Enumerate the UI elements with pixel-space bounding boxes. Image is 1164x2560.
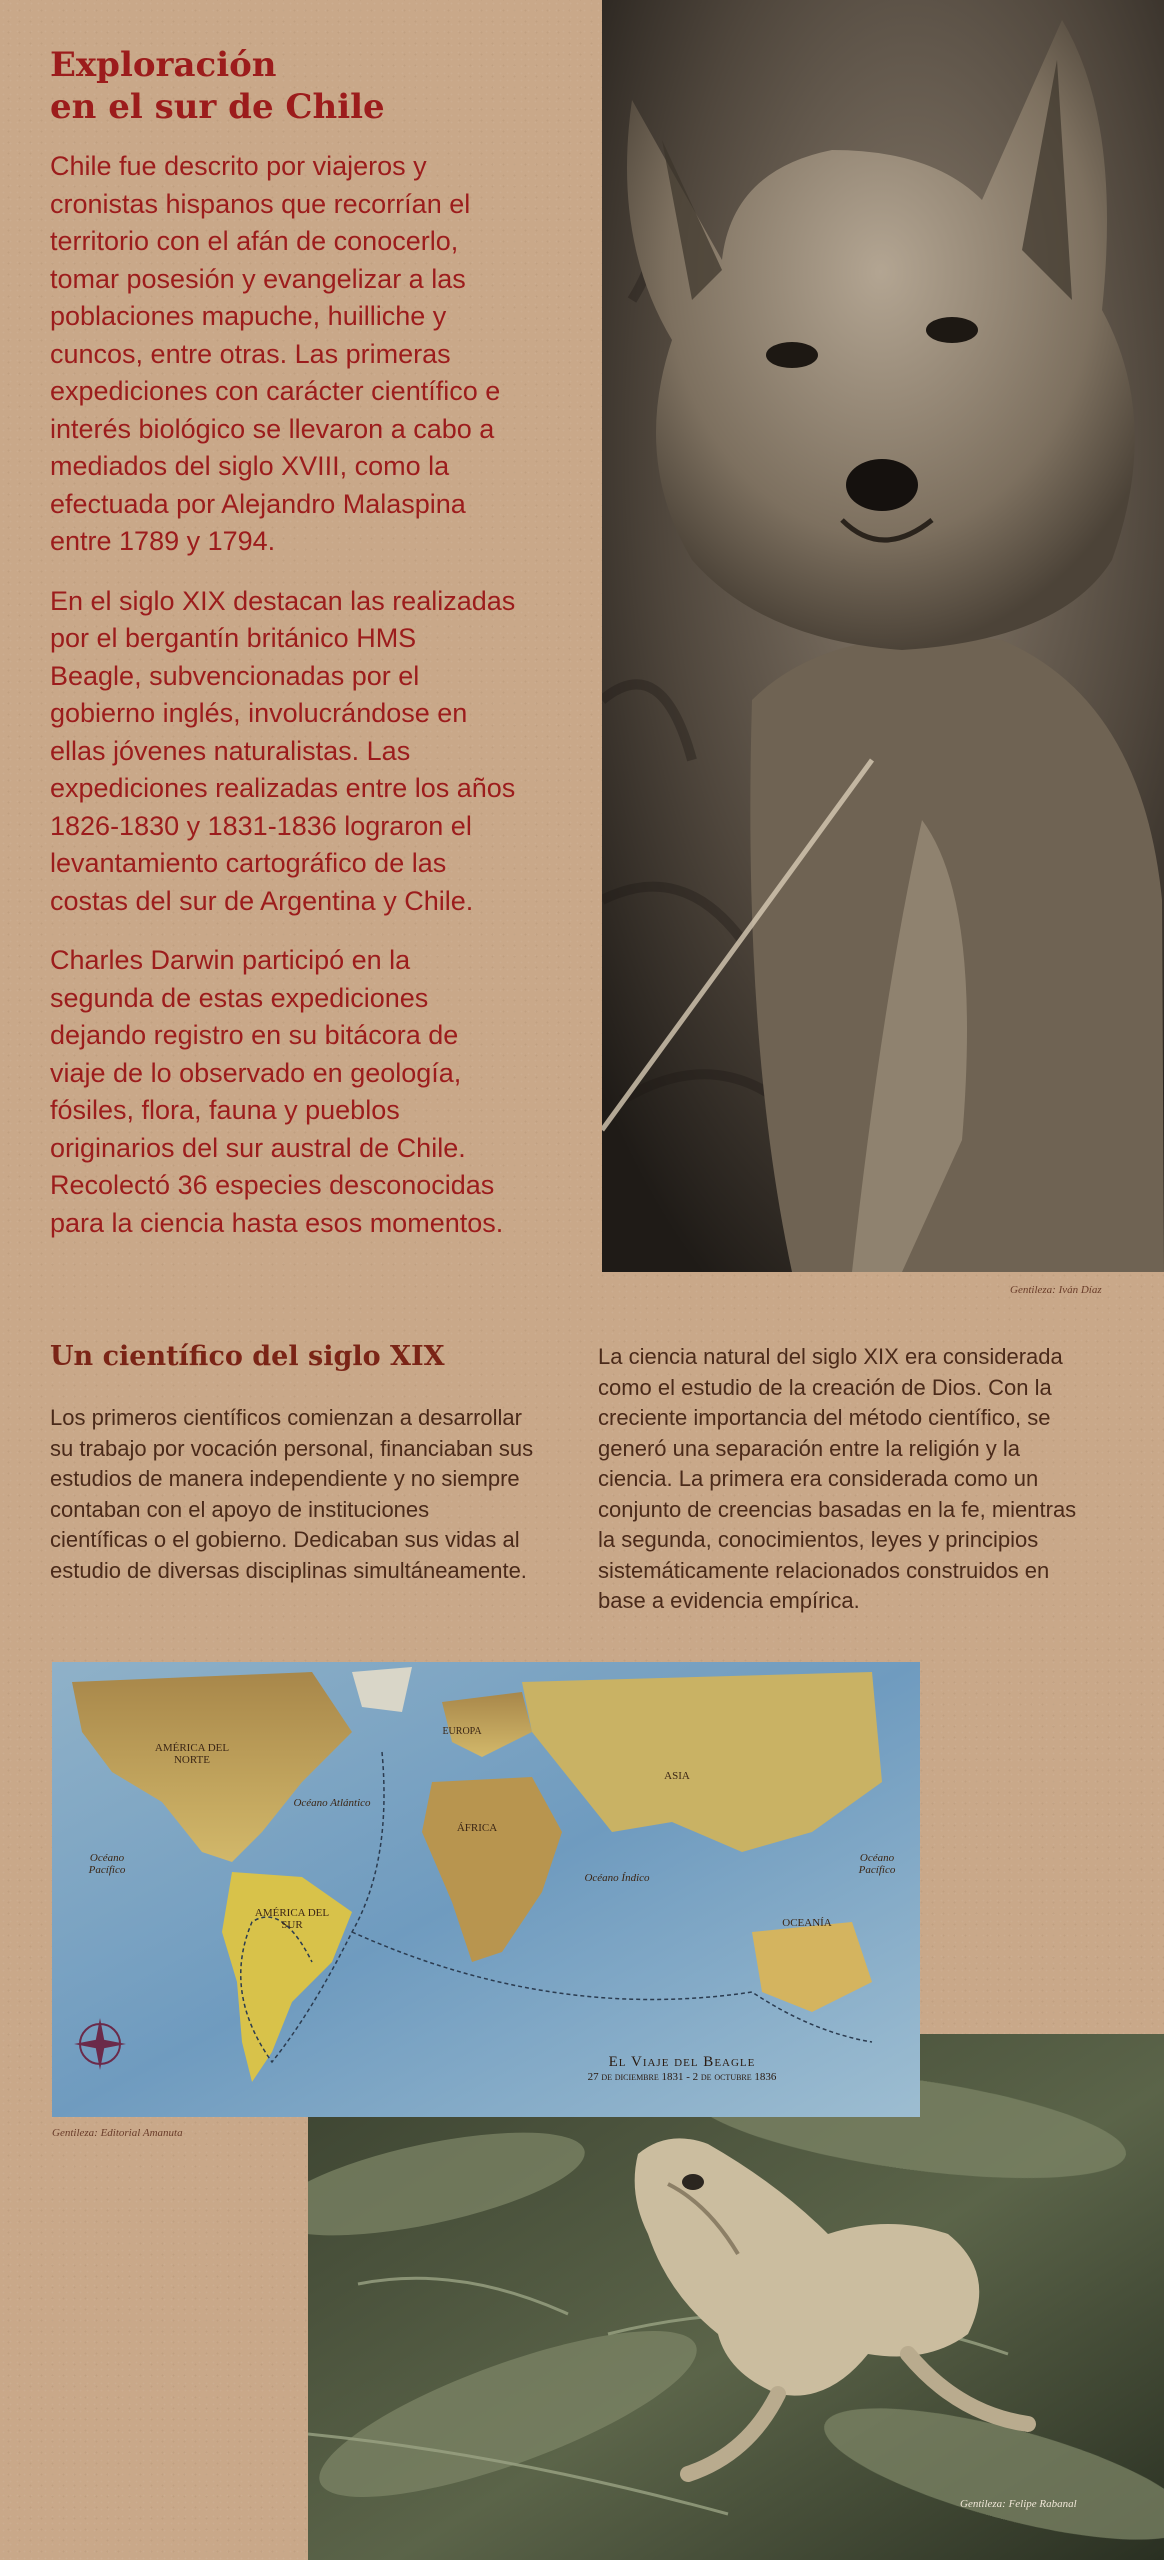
section2-right-text <box>598 1342 1128 1617</box>
text-line: poblaciones mapuche, huilliche y <box>50 301 447 331</box>
text-line: La ciencia natural del siglo XIX era considerada <box>598 1344 1063 1369</box>
map-label-oceania: OCEANÍA <box>782 1917 832 1929</box>
map-label-america-sur: AMÉRICA DEL SUR <box>254 1907 330 1932</box>
text-line: originarios del sur austral de Chile. <box>50 1132 466 1163</box>
text-line: contaban con el apoyo de instituciones <box>50 1496 430 1522</box>
fox-photo-credit: Gentileza: Iván Díaz <box>1010 1284 1102 1296</box>
text-line: 1826-1830 y 1831-1836 lograron el <box>50 810 472 841</box>
text-line: generó una separación entre la religión y la <box>598 1435 1020 1461</box>
intro-title-line2: en el sur de Chile <box>50 87 385 127</box>
text-line: efectuada por Alejandro Malaspina <box>50 488 466 519</box>
text-line: Recolectó 36 especies desconocidas <box>50 1170 495 1200</box>
intro-heading <box>50 44 570 128</box>
text-line: expediciones con carácter científico e <box>50 376 501 406</box>
text-line: Chile fue descrito por viajeros y <box>50 151 427 181</box>
map-label-oceano-pacifico-west: Océano Pacífico <box>88 1852 126 1877</box>
text-line: segunda de estas expediciones <box>50 982 429 1013</box>
fox-photo <box>602 0 1164 1272</box>
text-line: viaje de lo observado en geología, <box>50 1057 462 1088</box>
text-line: Los primeros científicos comienzan a desarrollar <box>50 1405 522 1430</box>
intro-paragraph-3 <box>50 942 570 1242</box>
text-line: costas del sur de Argentina y Chile. <box>50 885 474 916</box>
text-line: territorio con el afán de conocerlo, <box>50 226 459 256</box>
text-line: creciente importancia del método científico, se <box>598 1405 1051 1430</box>
text-line: tomar posesión y evangelizar a las <box>50 263 466 294</box>
intro-paragraph-2 <box>50 583 570 921</box>
intro-section <box>50 44 570 1264</box>
map-label-asia: ASIA <box>664 1770 690 1782</box>
map-label-oceano-atlantico: Océano Atlántico <box>293 1797 371 1809</box>
intro-title-line1: Exploración <box>50 45 277 85</box>
intro-paragraph-1 <box>50 148 570 561</box>
text-line: levantamiento cartográfico de las <box>50 848 447 878</box>
text-line: la segunda, conocimientos, leyes y principios <box>598 1527 1039 1552</box>
text-line: mediados del siglo XVIII, como la <box>50 451 450 481</box>
text-line: conjunto de creencias basadas en la fe, mientras <box>598 1496 1077 1522</box>
beagle-voyage-map <box>52 1662 920 2117</box>
frog-photo-credit: Gentileza: Felipe Rabanal <box>960 2498 1077 2510</box>
text-line: expediciones realizadas entre los años <box>50 773 516 803</box>
text-line: fósiles, flora, fauna y pueblos <box>50 1095 400 1125</box>
text-line: estudios de manera independiente y no siempre <box>50 1466 520 1491</box>
text-line: gobierno inglés, involucrándose en <box>50 698 468 728</box>
text-line: estudio de diversas disciplinas simultáneamente. <box>50 1557 527 1583</box>
map-label-africa: ÁFRICA <box>456 1822 498 1834</box>
fox-image <box>602 0 1164 1272</box>
text-line: por el bergantín británico HMS <box>50 623 417 653</box>
section2-left-text <box>50 1403 580 1586</box>
text-line: sistemáticamente relacionados construidos en <box>598 1557 1050 1583</box>
text-line: En el siglo XIX destacan las realizadas <box>50 585 516 616</box>
text-line: científicas o el gobierno. Dedicaban sus vidas al <box>50 1527 520 1552</box>
map-title-block <box>552 2054 812 2083</box>
text-line: ciencia. La primera era considerada como un <box>598 1466 1039 1491</box>
text-line: ellas jóvenes naturalistas. Las <box>50 735 411 766</box>
section2-title: Un científico del siglo XIX <box>50 1341 445 1372</box>
text-line: para la ciencia hasta esos momentos. <box>50 1207 504 1238</box>
map-credit: Gentileza: Editorial Amanuta <box>52 2127 183 2139</box>
text-line: entre 1789 y 1794. <box>50 526 276 556</box>
map-label-oceano-indico: Océano Índico <box>584 1872 650 1884</box>
map-label-america-norte: AMÉRICA DEL NORTE <box>154 1742 230 1767</box>
map-title: El Viaje del Beagle <box>608 2054 756 2070</box>
text-line: cronistas hispanos que recorrían el <box>50 188 471 219</box>
text-line: cuncos, entre otras. Las primeras <box>50 338 451 369</box>
text-line: Charles Darwin participó en la <box>50 945 411 975</box>
text-line: Beagle, subvencionadas por el <box>50 660 420 691</box>
text-line: como el estudio de la creación de Dios. Con la <box>598 1374 1052 1400</box>
map-label-europa: EUROPA <box>442 1726 482 1737</box>
text-line: base a evidencia empírica. <box>598 1588 860 1613</box>
text-line: su trabajo por vocación personal, financiaban sus <box>50 1435 534 1461</box>
text-line: dejando registro en su bitácora de <box>50 1020 459 1050</box>
text-line: interés biológico se llevaron a cabo a <box>50 413 495 444</box>
map-dates: 27 de diciembre 1831 - 2 de octubre 1836 <box>587 2071 777 2083</box>
map-label-oceano-pacifico-east: Océano Pacífico <box>858 1852 896 1877</box>
